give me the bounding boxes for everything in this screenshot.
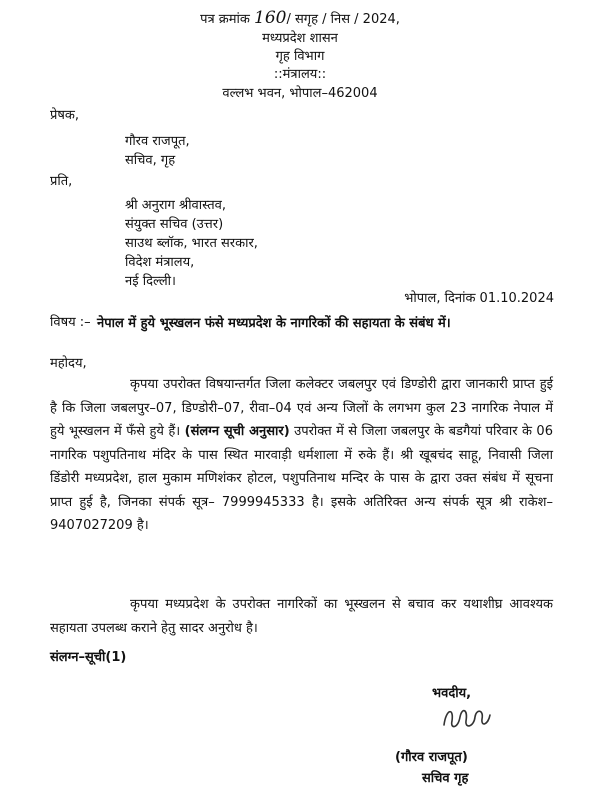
body-paragraph-1-part-a: कृपया उपरोक्त विषयान्तर्गत जिला कलेक्टर जबलपुर एवं डिण्डोरी द्वारा जानकारी प्राप्त हुई है कि जिला जबलपुर–07, डिण्डोरी–07, रीवा–04 एवं अन्य जिलों के लगभग कुल 23 नागरिक नेपाल में हुये भूस्खलन में फँसे हुये हैं। <box>50 377 553 439</box>
govt-name: मध्यप्रदेश शासन <box>262 31 338 46</box>
recipient-ministry: विदेश मंत्रालय, <box>125 255 195 270</box>
recipient-name: श्री अनुराग श्रीवास्तव, <box>125 198 226 213</box>
ref-prefix: पत्र क्रमांक <box>200 12 250 27</box>
recipient-office: साउथ ब्लॉक, भारत सरकार, <box>125 236 258 251</box>
salutation: महोदय, <box>50 356 87 371</box>
recipient-city: नई दिल्ली। <box>125 274 176 289</box>
handwritten-signature <box>440 703 492 739</box>
address-line: वल्लभ भवन, भोपाल–462004 <box>222 86 378 101</box>
sender-designation: सचिव, गृह <box>125 153 176 168</box>
department-name: गृह विभाग <box>275 49 325 64</box>
ref-suffix: / सगृह / निस / 2024, <box>286 12 400 27</box>
recipient-label: प्रति, <box>50 174 73 189</box>
body-paragraph-1 <box>50 373 553 538</box>
ministry-label: ::मंत्रालय:: <box>273 67 327 82</box>
sender-label: प्रेषक, <box>50 108 80 123</box>
subject-label: विषय :– <box>50 315 91 330</box>
sender-name: गौरव राजपूत, <box>125 134 190 149</box>
enclosure-reference: (संलग्न सूची अनुसार) <box>184 424 290 439</box>
recipient-designation: संयुक्त सचिव (उत्तर) <box>125 217 224 232</box>
signatory-designation: सचिव गृह <box>422 771 469 786</box>
subject-text: नेपाल में हुये भूस्खलन फंसे मध्यप्रदेश के नागरिकों की सहायता के संबंध में। <box>97 316 451 331</box>
enclosure-note: संलग्न–सूची(1) <box>50 650 127 665</box>
place-date: भोपाल, दिनांक 01.10.2024 <box>404 291 554 306</box>
signatory-name: (गौरव राजपूत) <box>395 750 468 765</box>
body-paragraph-2: कृपया मध्यप्रदेश के उपरोक्त नागरिकों का भूस्खलन से बचाव कर यथाशीघ्र आवश्यक सहायता उपलब्ध कराने हेतु सादर अनुरोध है। <box>50 597 554 636</box>
reference-number <box>0 9 600 29</box>
signature-scribble <box>440 703 492 733</box>
closing-regards: भवदीय, <box>432 686 472 701</box>
body-paragraph-1-part-b: उपरोक्त में से जिला जबलपुर के बडगैयां परिवार के 06 नागरिक पशुपतिनाथ मंदिर के पास स्थित मारवाड़ी धर्मशाला में रुके हैं। श्री खूबचंद साहू, निवासी जिला डिंडोरी मध्यप्रदेश, हाल मुकाम मणिशंकर होटल, पशुपतिनाथ मन्दिर के पास के द्वारा उक्त संबंध में सूचना प्राप्त हुई है, जिनका संपर्क सूत्र– 7999945333 है। इसके अतिरिक्त अन्य संपर्क सूत्र श्री राकेश– 9407027209 है। <box>50 424 553 533</box>
ref-number-handwritten: 160 <box>254 8 287 28</box>
